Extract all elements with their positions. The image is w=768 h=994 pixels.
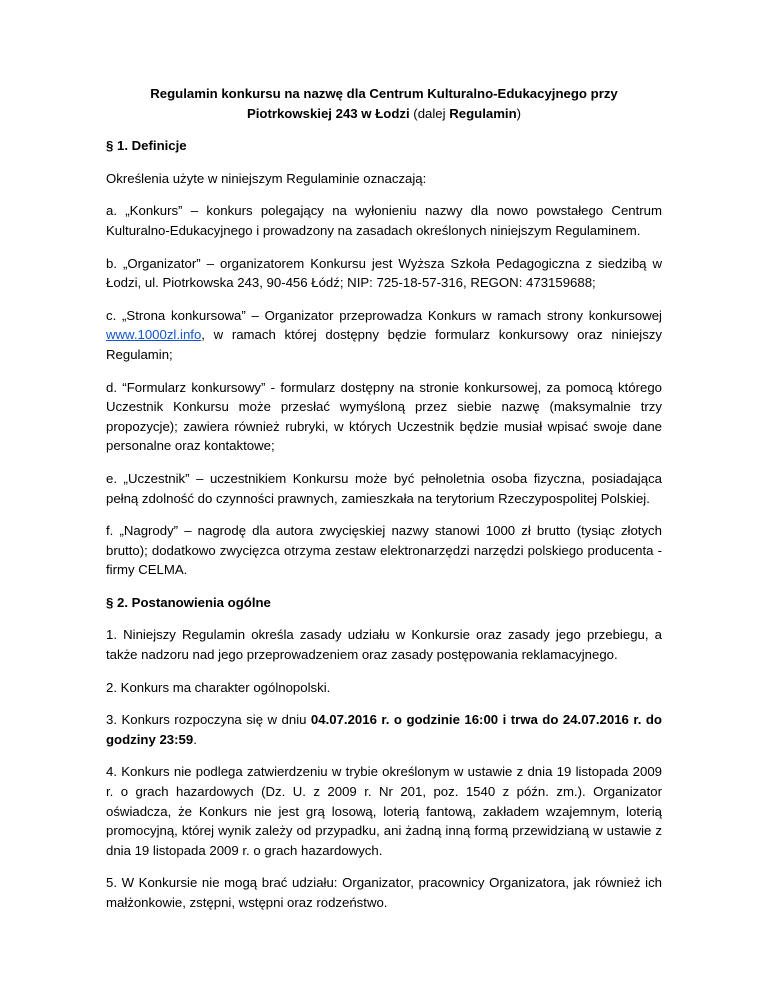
provision-4: 4. Konkurs nie podlega zatwierdzeniu w trybie określonym w ustawie z dnia 19 listopada 2009 r. o grach hazardowych (Dz. U. z 2009 r. Nr 201, poz. 1540 z późn. zm.). Organizator oświadcza, że Konkurs nie jest grą losową, loterią fantową, zakładem wzajemnym, loterią promocyjną, której wynik zależy od przypadku, ani żadną inną formą przewidzianą w ustawie z dnia 19 listopada 2009 r. o grach hazardowych. <box>106 764 662 858</box>
title-bold: Regulamin konkursu na nazwę dla Centrum Kulturalno-Edukacyjnego przy Piotrkowskiej 243 w Łodzi <box>150 86 618 121</box>
contest-website-link[interactable]: www.1000zl.info <box>106 327 202 343</box>
definition-b: b. „Organizator” – organizatorem Konkursu jest Wyższa Szkoła Pedagogiczna z siedzibą w Łodzi, ul. Piotrkowska 243, 90-456 Łódź; NIP: 725-18-57-316, REGON: 473159688; <box>106 255 662 291</box>
provision-2: 2. Konkurs ma charakter ogólnopolski. <box>106 679 331 695</box>
title-regulamin: Regulamin <box>449 105 517 121</box>
document-title <box>106 84 662 123</box>
provision-3-text-before: 3. Konkurs rozpoczyna się w dniu <box>106 712 311 728</box>
section1-heading: § 1. Definicje <box>106 138 187 154</box>
section2-heading: § 2. Postanowienia ogólne <box>106 594 271 610</box>
title-close: ) <box>516 105 522 121</box>
definition-c <box>106 306 662 365</box>
definition-e: e. „Uczestnik” – uczestnikiem Konkursu może być pełnoletnia osoba fizyczna, posiadająca pełną zdolność do czynności prawnych, zamieszkała na terytorium Rzeczypospolitej Polskiej. <box>106 470 662 506</box>
title-normal: (dalej <box>409 105 450 121</box>
definition-a: a. „Konkurs” – konkurs polegający na wyłonieniu nazwy dla nowo powstałego Centrum Kulturalno-Edukacyjnego i prowadzony na zasadach określonych niniejszym Regulaminem. <box>106 203 662 238</box>
provision-3-dates: 04.07.2016 r. o godzinie 16:00 i trwa do 24.07.2016 r. do godziny 23:59 <box>106 712 662 747</box>
document-page <box>106 84 662 926</box>
definition-d: d. “Formularz konkursowy” - formularz dostępny na stronie konkursowej, za pomocą którego Uczestnik Konkursu może przesłać wymyśloną przez siebie nazwę (maksymalnie trzy propozycje); zawiera również rubryki, w których Uczestnik będzie musiał wpisać swoje dane personalne oraz kontaktowe; <box>106 379 662 454</box>
definition-c-text-before: c. „Strona konkursowa” – Organizator przeprowadza Konkurs w ramach strony konkursowej <box>106 307 662 323</box>
provision-5: 5. W Konkursie nie mogą brać udziału: Organizator, pracownicy Organizatora, jak również ich małżonkowie, zstępni, wstępni oraz rodzeństwo. <box>106 875 662 910</box>
section1-intro: Określenia użyte w niniejszym Regulaminie oznaczają: <box>106 170 427 186</box>
provision-3-text-after: . <box>193 731 197 747</box>
definition-c-text-after: , w ramach której dostępny będzie formularz konkursowy oraz niniejszy Regulamin; <box>106 327 662 362</box>
provision-1: 1. Niniejszy Regulamin określa zasady udziału w Konkursie oraz zasady jego przebiegu, a także nadzoru nad jego przeprowadzeniem oraz zasady postępowania reklamacyjnego. <box>106 627 662 663</box>
definition-f: f. „Nagrody” – nagrodę dla autora zwycięskiej nazwy stanowi 1000 zł brutto (tysiąc złotych brutto); dodatkowo zwycięzca otrzyma zestaw elektronarzędzi narzędzi polskiego producenta - firmy CELMA. <box>106 523 662 578</box>
provision-3 <box>106 710 662 749</box>
